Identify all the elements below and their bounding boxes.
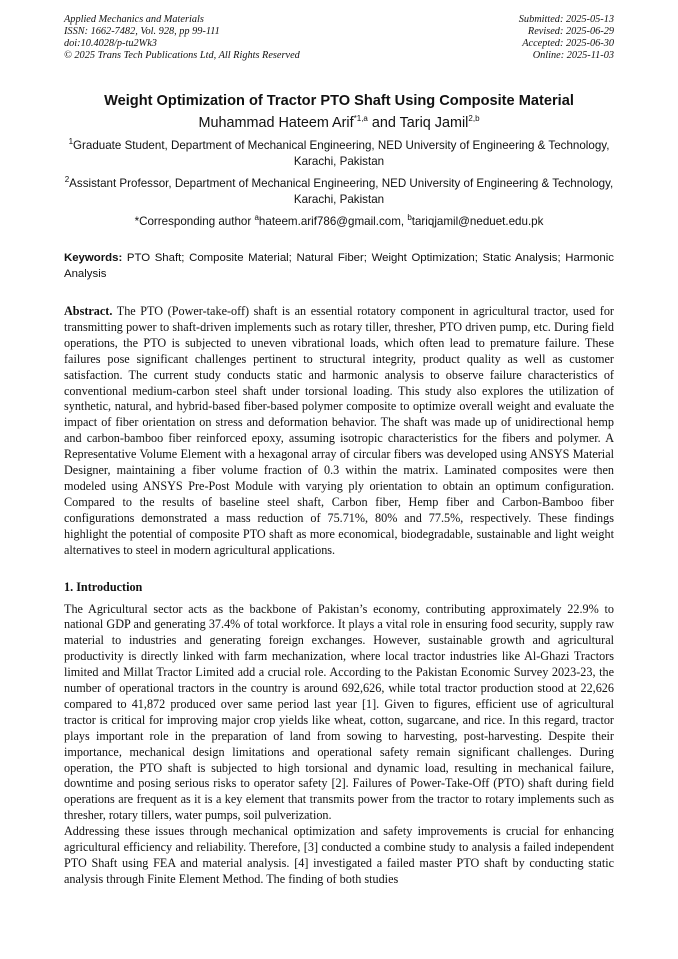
author-2-marker: 2,b bbox=[468, 114, 480, 124]
affiliation-2 bbox=[64, 176, 614, 208]
affiliation-2-text: Assistant Professor, Department of Mechanical Engineering, NED University of Engineering & Technology, Karachi, Pakistan bbox=[69, 177, 614, 206]
keywords-block bbox=[64, 250, 614, 282]
affiliation-1-marker: 1 bbox=[68, 137, 74, 147]
email-b-marker: b bbox=[407, 213, 412, 223]
paper-page bbox=[64, 14, 614, 888]
online-date: Online: 2025-11-03 bbox=[532, 50, 614, 61]
corresponding-author bbox=[64, 214, 614, 230]
accepted-date: Accepted: 2025-06-30 bbox=[522, 38, 614, 49]
affiliation-1 bbox=[64, 138, 614, 170]
keywords-text: PTO Shaft; Composite Material; Natural Fiber; Weight Optimization; Static Analysis; Harmonic Analysis bbox=[64, 252, 614, 280]
doi-line: doi:10.4028/p-tu2Wk3 bbox=[64, 38, 157, 49]
abstract-block bbox=[64, 304, 614, 559]
journal-name: Applied Mechanics and Materials bbox=[64, 14, 204, 25]
publication-info bbox=[64, 14, 300, 62]
journal-header bbox=[64, 14, 614, 62]
abstract-text: The PTO (Power-take-off) shaft is an essential rotatory component in agricultural tractor, used for transmitting power to shaft-driven implements such as rotary tiller, thresher, PTO driven pump, etc. During field operations, the PTO is subjected to uneven vibrational loads, which often lead to premature failure. These failures pose significant challenges pertinent to structural integrity, product quality as well as customer satisfaction. The current study conducts static and harmonic analysis to observe failure characteristics of conventional medium-carbon steel shaft under torsional loading. This study also explores the utilization of synthetic, natural, and hybrid-based fiber-based polymer composite to optimize overall weight and evaluate the impact of fiber orientation on stress and deformation behavior. The shaft was made up of unidirectional hemp and carbon-bamboo fiber reinforced epoxy, assuming isotropic characteristics for the fibers and polymer. A Representative Volume Element with a hexagonal array of circular fibers was developed using ANSYS Material Designer, maintaining a fiber volume fraction of 0.3 within the matrix. Laminated composites were then modeled using ANSYS Pre-Post Module with varying ply orientation to obtain an optimum configuration. Compared to the results of baseline steel shaft, Carbon fiber, Hemp fiber and Carbon-Bamboo fiber configurations demonstrated a mass reduction of 75.71%, 80% and 77.5%, respectively. These findings highlight the potential of composite PTO shaft as more economical, biodegradable, sustainable and light weight alternatives to steel in modern agricultural applications. bbox=[64, 304, 614, 557]
author-2: Tariq Jamil bbox=[399, 115, 469, 131]
affiliation-1-text: Graduate Student, Department of Mechanical Engineering, NED University of Engineering & Technology, Karachi, Pakistan bbox=[73, 139, 610, 168]
email-b-link[interactable]: tariqjamil@neduet.edu.pk bbox=[411, 215, 544, 228]
keywords-label: Keywords: bbox=[64, 252, 123, 264]
paper-title: Weight Optimization of Tractor PTO Shaft Using Composite Material bbox=[104, 93, 574, 109]
copyright-line: © 2025 Trans Tech Publications Ltd, All Rights Reserved bbox=[64, 50, 300, 61]
submitted-date: Submitted: 2025-05-13 bbox=[518, 14, 614, 25]
corresponding-label: *Corresponding author bbox=[134, 215, 255, 228]
author-1-marker: *1,a bbox=[353, 114, 368, 124]
revised-date: Revised: 2025-06-29 bbox=[527, 26, 614, 37]
abstract-label: Abstract. bbox=[64, 304, 113, 318]
author-separator: and bbox=[367, 115, 400, 131]
section-heading-introduction: 1. Introduction bbox=[64, 579, 143, 594]
email-a-marker: a bbox=[254, 213, 259, 223]
email-a-link[interactable]: hateem.arif786@gmail.com, bbox=[258, 215, 408, 228]
author-line bbox=[64, 114, 614, 132]
issn-line: ISSN: 1662-7482, Vol. 928, pp 99-111 bbox=[64, 26, 220, 37]
affiliation-2-marker: 2 bbox=[64, 175, 70, 185]
author-1: Muhammad Hateem Arif bbox=[198, 115, 354, 131]
introduction-paragraph-2: Addressing these issues through mechanical optimization and safety improvements is crucial for enhancing agricultural efficiency and reliability. Therefore, [3] conducted a combine study to analysis a failed independent PTO Shaft using FEA and material analysis. [4] investigated a failed master PTO shaft by conducting static analysis through Finite Element Method. The finding of both studies bbox=[64, 824, 614, 886]
introduction-paragraph-1: The Agricultural sector acts as the backbone of Pakistan’s economy, contributing approximately 22.9% to national GDP and generating 37.4% of total workforce. It plays a vital role in ensuring food security, supply raw material to industries and generating foreign exchanges. However, sustainable growth and agricultural productivity is directly linked with farm mechanization, where local tractor industries like Al-Ghazi Tractors limited and Millat Tractor Limited add a crucial role. According to the Pakistan Economic Survey 2023-23, the number of operational tractors in the country is around 692,626, while total tractor production stood at 22,626 compared to 41,872 produced over same period last year [1]. Given to figures, efficient use of agricultural tractor is critical for improving major crop yields like wheat, cotton, sugarcane, and rice. In this regard, tractor plays important role in the preparation of land from sowing to harvesting, post-harvesting. Despite their importance, mechanical design limitations and operational safety remain significant challenges. During operation, the PTO shaft is subjected to high torsional and dynamic load, resulting in mechanical failure, downtime and posing serious risks to operator safety [2]. Failures of Power-Take-Off (PTO) shaft during field operations are frequent as it is a key element that transmits power from the tractor to rotary implements such as thresher, rotary tillers, water pumps, soil pulverization. bbox=[64, 601, 614, 823]
publication-dates bbox=[519, 14, 614, 62]
